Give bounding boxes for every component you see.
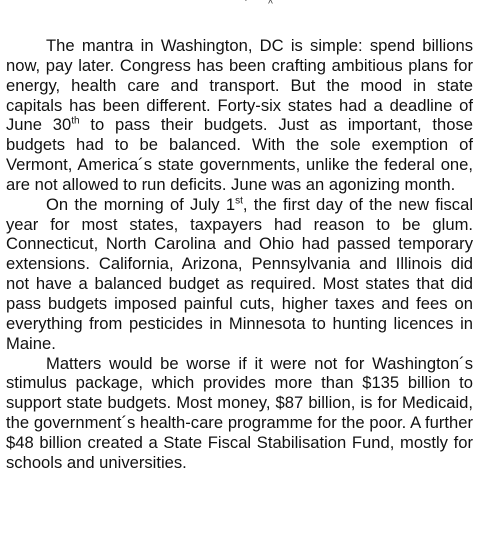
- paragraph-2: [6, 195, 473, 354]
- paragraph-2-superscript: st: [235, 195, 243, 207]
- paragraph-1-segment-3: to pass their budgets. Just as important, those budgets had to be balanced. With the sole exemption of Vermont, America´s state governments, unlike the federal one, are not allowed to run deficits. June was an agonizing month.: [6, 115, 473, 194]
- document-page: [6, 0, 473, 541]
- paragraph-2-segment-3: , the first day of the new fiscal year for most states, taxpayers had reason to be glum. Connecticut, North Carolina and Ohio had passed temporary extensions. California, Arizona, Pennsylvania and Illinois did not have a balanced budget as required. Most states that did pass budgets imposed painful cuts, higher taxes and fees on everything from pesticides in Minnesota to hunting licences in Maine.: [6, 194, 474, 353]
- scan-artifact: ` ^: [244, 0, 282, 10]
- paragraph-2-segment-1: On the morning of July 1: [46, 194, 236, 214]
- paragraph-3: [6, 354, 473, 473]
- paragraph-1-superscript: th: [71, 115, 80, 127]
- paragraph-1-segment-1: The mantra in Washington, DC is simple: spend billions now, pay later. Congress has been crafting ambitious plans for energy, health care and transport. But the mood in state capitals has been different. Forty-six states had a deadline of June 30: [6, 36, 473, 135]
- article-body: [6, 36, 473, 473]
- paragraph-1: [6, 36, 473, 195]
- paragraph-3-segment-1: Matters would be worse if it were not for Washington´s stimulus package, which provides more than $135 billion to support state budgets. Most money, $87 billion, is for Medicaid, the government´s health-care programme for the poor. A further $48 billion created a State Fiscal Stabilisation Fund, mostly for schools and universities.: [6, 353, 473, 472]
